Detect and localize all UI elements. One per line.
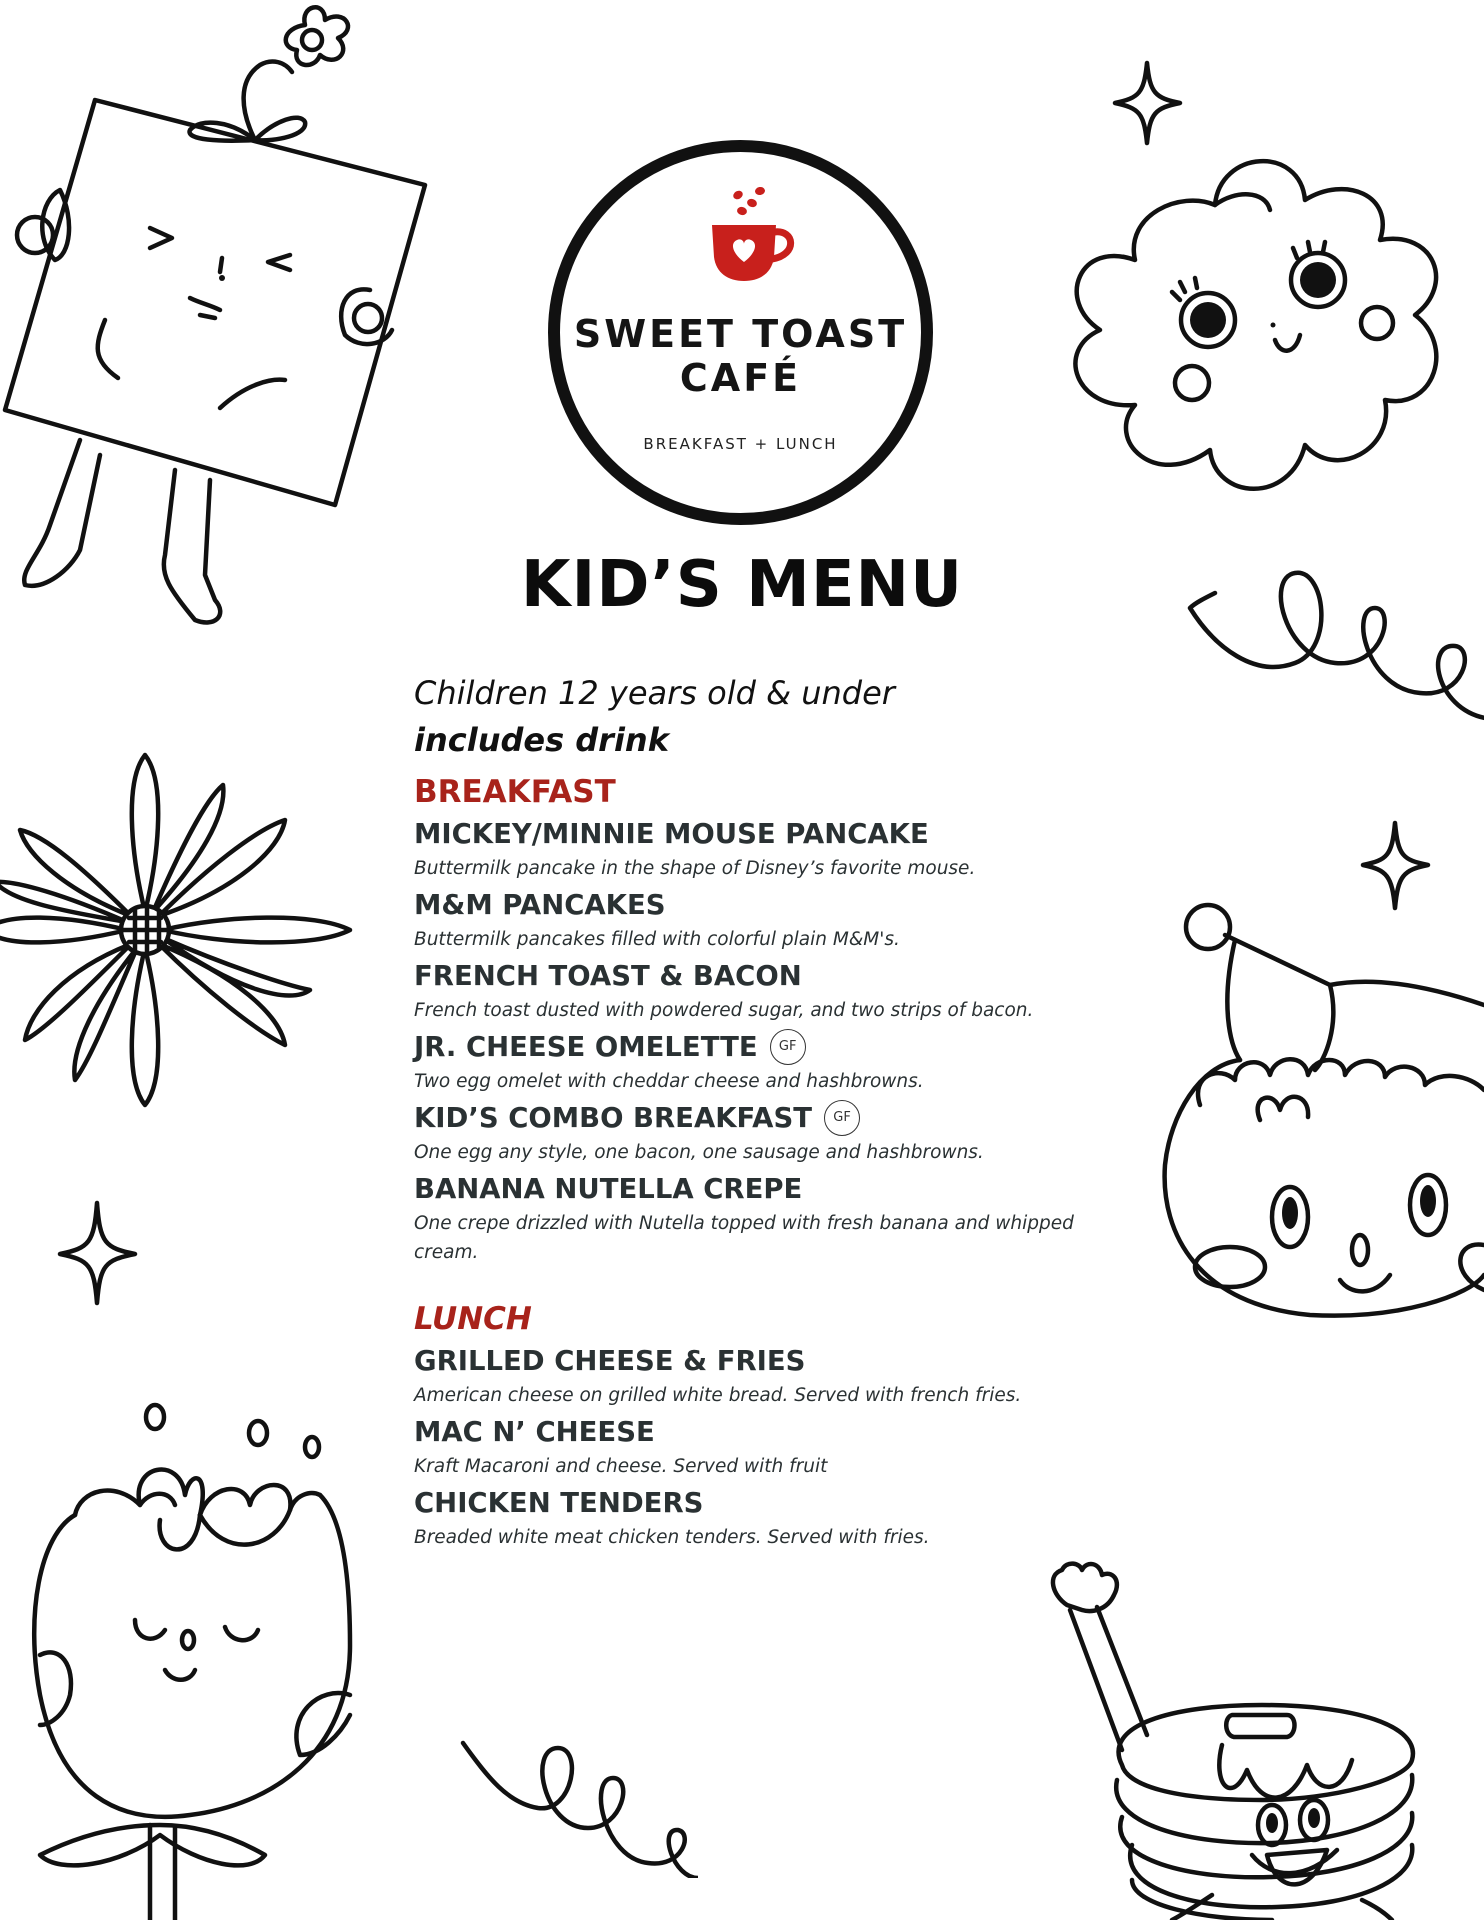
daisy-flower-doodle [0, 720, 360, 1150]
cafe-tagline: BREAKFAST + LUNCH [643, 435, 838, 453]
sparkle-left-icon [55, 1198, 140, 1308]
menu-item-name: KID’S COMBO BREAKFAST GF [414, 1098, 1094, 1138]
menu-item-desc: Two egg omelet with cheddar cheese and hashbrowns. [414, 1071, 924, 1092]
breakfast-heading: BREAKFAST [414, 774, 616, 810]
age-note: Children 12 years old & under [414, 674, 895, 712]
menu-item-desc: American cheese on grilled white bread. Served with french fries. [414, 1385, 1022, 1406]
menu-item-desc: Kraft Macaroni and cheese. Served with fruit [414, 1456, 828, 1477]
squiggle-bottom-doodle [458, 1718, 698, 1878]
drink-note: includes drink [414, 721, 669, 759]
cafe-name-line2: CAFÉ [679, 356, 802, 400]
toast-character-doodle [0, 0, 440, 640]
menu-item-name: M&M PANCAKES [414, 889, 666, 921]
coffee-cup-heart-icon [710, 187, 800, 287]
menu-content [414, 670, 1094, 1552]
menu-item-name: CHICKEN TENDERS [414, 1487, 704, 1519]
gluten-free-badge: GF [770, 1029, 806, 1065]
menu-item-name: MAC N’ CHEESE [414, 1416, 655, 1448]
menu-item-name: GRILLED CHEESE & FRIES [414, 1345, 806, 1377]
menu-item-desc: One crepe drizzled with Nutella topped with fresh banana and whipped cream. [414, 1213, 1074, 1263]
page-title: KID’S MENU [520, 548, 964, 622]
menu-item-name: BANANA NUTELLA CREPE [414, 1173, 803, 1205]
pancake-stack-character-doodle [1022, 1555, 1484, 1920]
menu-item-desc: Buttermilk pancake in the shape of Disney’s favorite mouse. [414, 858, 976, 879]
tulip-character-doodle [0, 1395, 380, 1920]
pudding-character-doodle [1150, 895, 1484, 1355]
menu-item-desc: Buttermilk pancakes filled with colorful plain M&M's. [414, 929, 900, 950]
menu-item-name: MICKEY/MINNIE MOUSE PANCAKE [414, 818, 929, 850]
cloud-character-doodle [1035, 120, 1475, 520]
menu-item-desc: One egg any style, one bacon, one sausage and hashbrowns. [414, 1142, 984, 1163]
menu-item-name: JR. CHEESE OMELETTE GF [414, 1027, 1094, 1067]
cafe-logo [548, 140, 933, 525]
menu-item-desc: Breaded white meat chicken tenders. Served with fries. [414, 1527, 930, 1548]
menu-item-name: FRENCH TOAST & BACON [414, 960, 802, 992]
menu-item-desc: French toast dusted with powdered sugar, and two strips of bacon. [414, 1000, 1034, 1021]
cafe-name-line1: SWEET TOAST [573, 312, 908, 356]
lunch-heading: LUNCH [414, 1301, 532, 1337]
gluten-free-badge: GF [824, 1100, 860, 1136]
